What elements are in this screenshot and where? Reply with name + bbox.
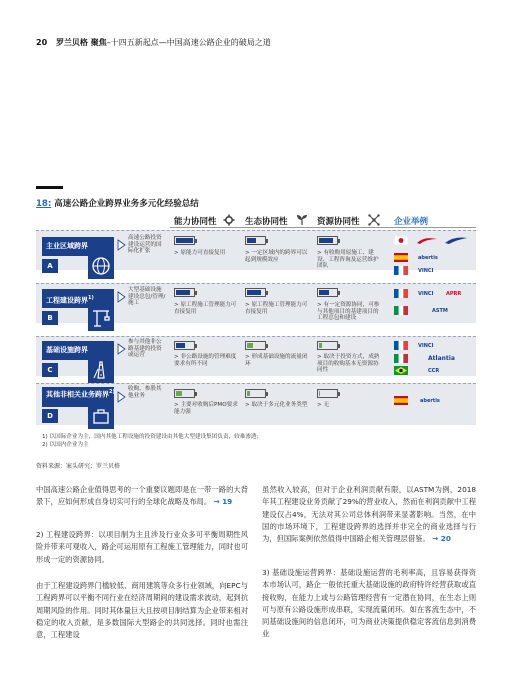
battery-b2 bbox=[245, 288, 266, 297]
col-examples: 企业举例 bbox=[394, 217, 429, 227]
cell-a3: > 有收购用原施工、建设、工程咨询及运营维护团队 bbox=[317, 250, 379, 270]
flag-italy-c bbox=[394, 354, 408, 363]
figure-ref-20[interactable]: → 20 bbox=[432, 534, 451, 544]
chevron-right-icon bbox=[117, 239, 126, 251]
flag-italy bbox=[394, 306, 408, 315]
cell-d1: > 主要对收购后PMO要求能力强 bbox=[174, 402, 238, 415]
battery-c3 bbox=[317, 341, 338, 350]
desc-a: 高速公路投资建设运营的国际化扩张 bbox=[128, 235, 162, 255]
battery-a1 bbox=[174, 236, 195, 245]
logo-abertis-a: abertis bbox=[418, 255, 438, 261]
flag-brazil bbox=[394, 366, 408, 375]
battery-d2 bbox=[245, 389, 266, 398]
logo-ccr: CCR bbox=[428, 368, 440, 374]
page-header bbox=[36, 37, 271, 48]
flag-japan bbox=[394, 236, 408, 245]
cell-c1: > 非公路设施的管理难度要求有所不同 bbox=[174, 354, 237, 367]
flag-france bbox=[394, 266, 408, 275]
cell-a2: > 一定区域内的跨界可以起到规模效应 bbox=[245, 250, 308, 263]
chevron-right-icon bbox=[117, 343, 126, 355]
battery-c2 bbox=[245, 341, 266, 350]
paragraph-2: 2) 工程建设跨界：以项目制为主且涉及行业众多可平衡周期性风险并带来可观收入，路企可运用原有工程施工管理能力，同时也可形成一定的资源协同。 bbox=[36, 530, 248, 564]
paragraph-5: 3) 基础设施运营跨界：基础设施运营的毛利率高，且容易获得资本市场认可，路企一般依托重大基础设施的政府特许经营获取或直接收购，在能力上或与公路管理经营有一定潜在协同，在生态上则可与原有公路设施形成串联，实现流量闭环。如在客流生态中，不同基础设施间的信息闭环，可为商业决策提供稳定客流信息到消费业 bbox=[262, 568, 476, 639]
logo-aprr: APRR bbox=[446, 291, 462, 297]
category-sup-d: 2) bbox=[109, 389, 115, 395]
category-sup-b: 1) bbox=[88, 295, 94, 301]
chevron-right-icon bbox=[117, 391, 126, 403]
gear-icon bbox=[223, 214, 235, 226]
figure-ref-19[interactable]: → 19 bbox=[213, 497, 233, 507]
figure-title bbox=[36, 197, 199, 209]
cell-d2: > 取决于多元化业务类型 bbox=[245, 402, 308, 408]
cell-b1: > 原工程施工管理能力可直接复用 bbox=[174, 302, 237, 315]
brand-name: 罗兰贝格 聚焦 bbox=[55, 38, 107, 47]
col-ecosystem: 生态协同性 bbox=[245, 217, 288, 227]
row-letter-a: A bbox=[42, 259, 58, 273]
logo-swoosh-blue bbox=[444, 236, 468, 245]
chevron-right-icon bbox=[117, 291, 126, 303]
globe-icon bbox=[88, 253, 114, 279]
desc-d: 收购、参股其他业务 bbox=[128, 386, 162, 399]
battery-b1 bbox=[174, 288, 195, 297]
battery-c1 bbox=[174, 341, 195, 350]
header-subtitle: –十四五新起点—中国高速公路企业的破局之道 bbox=[106, 38, 271, 47]
sprout-icon bbox=[296, 214, 308, 226]
footnote-2: 2) 以国内企业为主 bbox=[42, 442, 89, 448]
paragraph-1 bbox=[36, 484, 248, 509]
cell-c3: > 取决于投资方式，成熟项目的收购基本无资源协同性 bbox=[317, 354, 380, 374]
category-label-a: 主业区域跨界 bbox=[42, 237, 114, 256]
page-number: 20 bbox=[36, 38, 48, 47]
logo-swoosh-red bbox=[416, 236, 438, 245]
logo-astm: ASTM bbox=[432, 308, 448, 314]
header-divider bbox=[170, 227, 476, 228]
col-resource: 资源协同性 bbox=[317, 217, 360, 227]
battery-d1 bbox=[174, 389, 195, 398]
logo-abertis-d: abertis bbox=[420, 398, 440, 404]
category-text-d: 其他非相关业务跨界 bbox=[46, 390, 109, 399]
briefcase-icon bbox=[88, 403, 114, 429]
category-label-c: 基础设施跨界 bbox=[42, 341, 114, 360]
road-icon bbox=[88, 357, 114, 383]
logo-vinci-a: VINCI bbox=[418, 268, 434, 274]
logo-atlantia: Atlantia bbox=[428, 355, 455, 362]
flag-spain-d bbox=[394, 396, 408, 405]
figure-source: 资料来源：案头研究；罗兰贝格 bbox=[36, 463, 121, 470]
flag-france-c bbox=[394, 341, 408, 350]
col-capability: 能力协同性 bbox=[174, 217, 217, 227]
cell-a1: > 原能力可直接复用 bbox=[174, 250, 226, 256]
desc-c: 参与其他非公路基建的投资或运营 bbox=[128, 339, 162, 359]
paragraph-1-text: 中国高速公路企业值得思考的一个重要议题即是在一带一路的大背景下，应如何形成自身切实可行的全球化战略及布局。 bbox=[36, 485, 248, 507]
battery-d3 bbox=[317, 389, 338, 398]
cell-d3: > 无 bbox=[317, 402, 330, 408]
section-rule bbox=[36, 186, 63, 189]
cell-c2: > 形成基础设施的流量闭环 bbox=[245, 354, 308, 367]
figure-number[interactable]: 18: bbox=[36, 199, 52, 209]
category-text-b: 工程建设跨界 bbox=[46, 296, 88, 305]
row-letter-c: C bbox=[42, 363, 58, 377]
row-letter-b: B bbox=[42, 311, 58, 325]
battery-b3 bbox=[317, 288, 338, 297]
flag-france-b bbox=[394, 289, 408, 298]
figure-title-text: 高速公路企业跨界业务多元化经验总结 bbox=[54, 199, 199, 209]
crane-icon bbox=[88, 305, 114, 331]
network-icon bbox=[368, 214, 380, 226]
battery-a2 bbox=[245, 236, 266, 245]
paragraph-4 bbox=[262, 484, 476, 545]
flag-spain bbox=[394, 253, 408, 262]
desc-b: 大型基础设施建设总包/管理/施工 bbox=[128, 287, 166, 307]
footnote-1: 1) 以国际企业为主，国内其他工程设施的投资建设由其他大型建设集团负责，较难渗透； bbox=[42, 434, 263, 440]
paragraph-4-text: 虽然收入较高，但对于企业利润贡献有限，以ASTM为例，2018年其工程建设业务贡献了29%的营业收入，然而在利润贡献中工程建设仅占4%，无法对其公司总体利润带来显著影响。当然，在中国的市场环境下，工程建设跨界的选择并非完全的商业选择与行为，但国际案例依然值得中国路企相关管理层借鉴。 bbox=[262, 485, 476, 544]
row-letter-d: D bbox=[42, 409, 58, 423]
logo-vinci-c: VINCI bbox=[418, 343, 434, 349]
paragraph-3: 由于工程建设跨界门槛较低、商用建筑等众多行业领域，向EPC与工程跨界可以平衡不同行业在经济周期间的建设需求波动，起到抗周期风险的作用。同时其体量巨大且按项目制结算为企业带来相对稳定的收入贡献，是多数国际大型路企的共同选择。同时也需注意，工程建设 bbox=[36, 581, 248, 640]
logo-vinci-b: VINCI bbox=[418, 291, 434, 297]
battery-a3 bbox=[317, 236, 338, 245]
cell-b2: > 原工程施工管理能力可直接复用 bbox=[245, 302, 308, 315]
cell-b3: > 有一定资源协同，可参与其他项目的基建项目的工程总包和建设 bbox=[317, 302, 380, 322]
